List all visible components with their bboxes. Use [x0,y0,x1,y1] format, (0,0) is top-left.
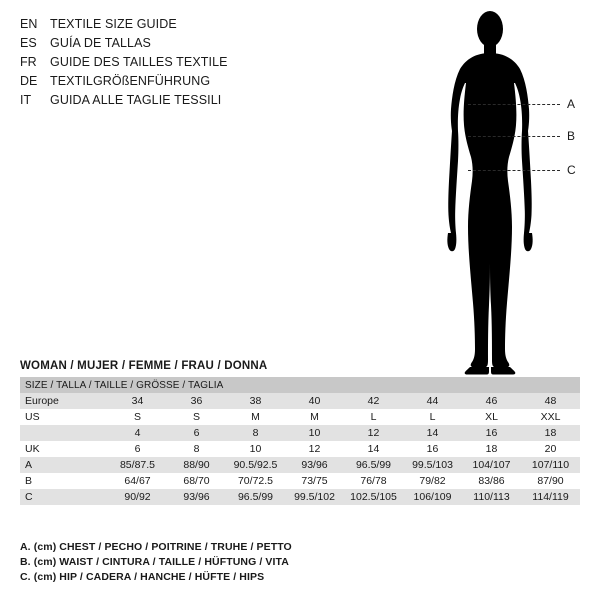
language-title: TEXTILGRÖßENFÜHRUNG [50,74,211,88]
table-cell: M [226,409,285,425]
table-group-label: WOMAN / MUJER / FEMME / FRAU / DONNA [20,360,268,372]
table-cell: 107/110 [521,457,580,473]
row-label: C [20,489,108,505]
table-cell: XL [462,409,521,425]
table-cell: 93/96 [167,489,226,505]
table-cell: 36 [167,393,226,409]
table-cell: 106/109 [403,489,462,505]
measure-line-a [468,104,560,105]
size-table [20,377,580,505]
measurement-legend [20,540,580,585]
measure-label-c: C [567,163,576,177]
table-cell: 85/87.5 [108,457,167,473]
table-cell: 10 [285,425,344,441]
table-cell: 104/107 [462,457,521,473]
female-body-figure [380,5,600,375]
measure-label-b: B [567,129,576,143]
table-cell: 38 [226,393,285,409]
language-code: DE [20,74,38,88]
table-row [20,457,580,473]
language-title: TEXTILE SIZE GUIDE [50,17,177,31]
table-cell: 6 [108,441,167,457]
table-cell: 96.5/99 [226,489,285,505]
table-cell: 99.5/102 [285,489,344,505]
table-cell: 10 [226,441,285,457]
table-cell: 110/113 [462,489,521,505]
table-cell: 6 [167,425,226,441]
row-label: A [20,457,108,473]
table-cell: 18 [521,425,580,441]
table-cell: XXL [521,409,580,425]
legend-row-a: A. (cm) CHEST / PECHO / POITRINE / TRUHE / PETTO [20,541,292,553]
table-cell: L [403,409,462,425]
language-code: ES [20,36,37,50]
table-cell: L [344,409,403,425]
table-cell: 8 [226,425,285,441]
table-cell: 34 [108,393,167,409]
language-row [20,35,350,52]
table-cell: 44 [403,393,462,409]
legend-row-c: C. (cm) HIP / CADERA / HANCHE / HÜFTE / HIPS [20,571,265,583]
table-row [20,409,580,425]
table-cell: 70/72.5 [226,473,285,489]
table-cell: 96.5/99 [344,457,403,473]
table-cell: 14 [403,425,462,441]
table-cell: 73/75 [285,473,344,489]
language-code: EN [20,17,38,31]
table-cell: 12 [344,425,403,441]
table-row [20,425,580,441]
measure-line-c [468,170,560,171]
table-cell: 88/90 [167,457,226,473]
measure-label-a: A [567,97,576,111]
language-title-list [20,16,350,111]
table-cell: 114/119 [521,489,580,505]
table-row [20,441,580,457]
table-cell: 76/78 [344,473,403,489]
table-cell: 12 [285,441,344,457]
size-table-area [20,360,580,505]
table-cell: 16 [403,441,462,457]
language-title: GUIDA ALLE TAGLIE TESSILI [50,93,222,107]
table-cell: 46 [462,393,521,409]
table-header-row [20,377,580,393]
table-cell: 68/70 [167,473,226,489]
row-label: Europe [20,393,108,409]
table-cell: 8 [167,441,226,457]
table-row [20,489,580,505]
legend-row-b: B. (cm) WAIST / CINTURA / TAILLE / HÜFTUNG / VITA [20,556,289,568]
table-cell: 4 [108,425,167,441]
table-cell: 102.5/105 [344,489,403,505]
table-cell: 93/96 [285,457,344,473]
table-cell: S [167,409,226,425]
language-title: GUÍA DE TALLAS [50,36,151,50]
table-cell: 14 [344,441,403,457]
table-row [20,473,580,489]
row-label: US [20,409,108,425]
table-cell: 40 [285,393,344,409]
table-cell: M [285,409,344,425]
table-header-label: SIZE / TALLA / TAILLE / GRÖSSE / TAGLIA [20,377,580,393]
row-label: B [20,473,108,489]
language-code: IT [20,93,32,107]
language-row [20,54,350,71]
table-cell: 87/90 [521,473,580,489]
row-label [20,425,108,441]
language-row [20,16,350,33]
table-cell: 16 [462,425,521,441]
measure-line-b [468,136,560,137]
language-row [20,73,350,90]
language-row [20,92,350,109]
table-cell: 90.5/92.5 [226,457,285,473]
table-cell: 42 [344,393,403,409]
table-row [20,393,580,409]
table-cell: 83/86 [462,473,521,489]
language-title: GUIDE DES TAILLES TEXTILE [50,55,228,69]
table-cell: S [108,409,167,425]
table-cell: 99.5/103 [403,457,462,473]
language-code: FR [20,55,37,69]
table-cell: 48 [521,393,580,409]
row-label: UK [20,441,108,457]
table-cell: 18 [462,441,521,457]
table-cell: 64/67 [108,473,167,489]
table-cell: 20 [521,441,580,457]
female-silhouette-icon [380,5,600,375]
table-cell: 79/82 [403,473,462,489]
table-cell: 90/92 [108,489,167,505]
